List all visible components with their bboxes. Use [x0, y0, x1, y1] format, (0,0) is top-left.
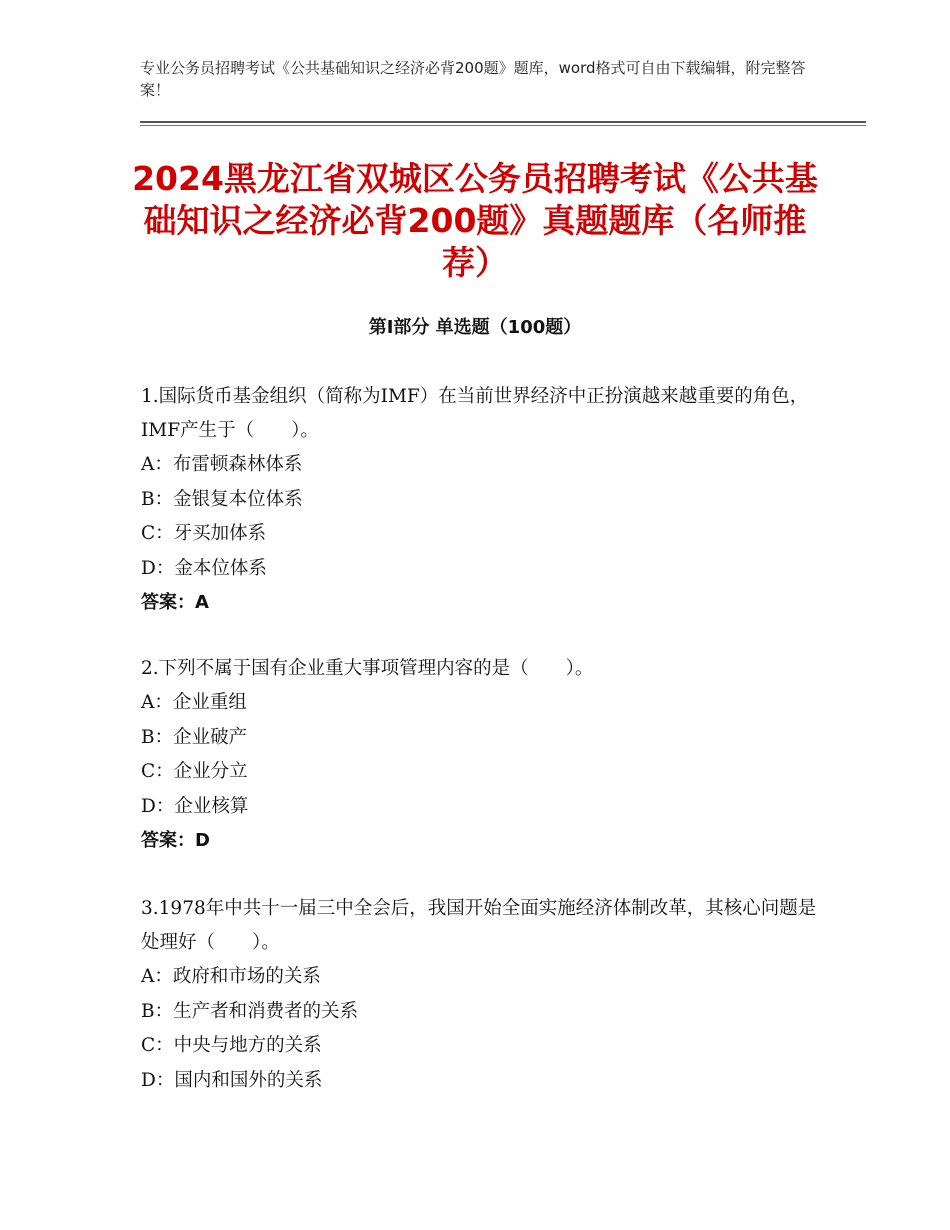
option-b: B：生产者和消费者的关系 — [141, 1000, 359, 1022]
answer-label: 答案：A — [141, 592, 209, 613]
answer-label: 答案：D — [141, 830, 210, 851]
option-a: A：布雷顿森林体系 — [141, 454, 303, 475]
option-b: B：企业破产 — [141, 726, 248, 748]
question-stem: 3.1978年中共十一届三中全会后，我国开始全面实施经济体制改革，其核心问题是处理好（ ）。 — [141, 898, 817, 953]
header-rule-thick — [140, 121, 866, 123]
option-a: A：政府和市场的关系 — [141, 966, 321, 987]
question-2 — [141, 652, 821, 858]
option-d: D：国内和国外的关系 — [141, 1069, 323, 1091]
question-3 — [141, 892, 821, 1098]
question-1 — [141, 380, 821, 620]
question-stem: 2.下列不属于国有企业重大事项管理内容的是（ ）。 — [141, 658, 594, 679]
header-note: 专业公务员招聘考试《公共基础知识之经济必背200题》题库，word格式可自由下载编辑，附完整答案！ — [140, 59, 806, 99]
option-a: A：企业重组 — [141, 692, 247, 713]
question-stem: 1.国际货币基金组织（简称为IMF）在当前世界经济中正扮演越来越重要的角色，IMF产生于（ ）。 — [141, 386, 809, 441]
option-b: B：金银复本位体系 — [141, 488, 303, 510]
option-d: D：企业核算 — [141, 795, 249, 817]
document-title: 2024黑龙江省双城区公务员招聘考试《公共基础知识之经济必背200题》真题题库（名师推荐） — [132, 159, 818, 282]
option-c: C：中央与地方的关系 — [141, 1035, 322, 1056]
section-heading: 第Ⅰ部分 单选题（100题） — [368, 317, 582, 338]
option-d: D：金本位体系 — [141, 557, 267, 579]
option-c: C：牙买加体系 — [141, 523, 267, 544]
option-c: C：企业分立 — [141, 761, 248, 782]
header-rule-thin — [140, 125, 866, 126]
